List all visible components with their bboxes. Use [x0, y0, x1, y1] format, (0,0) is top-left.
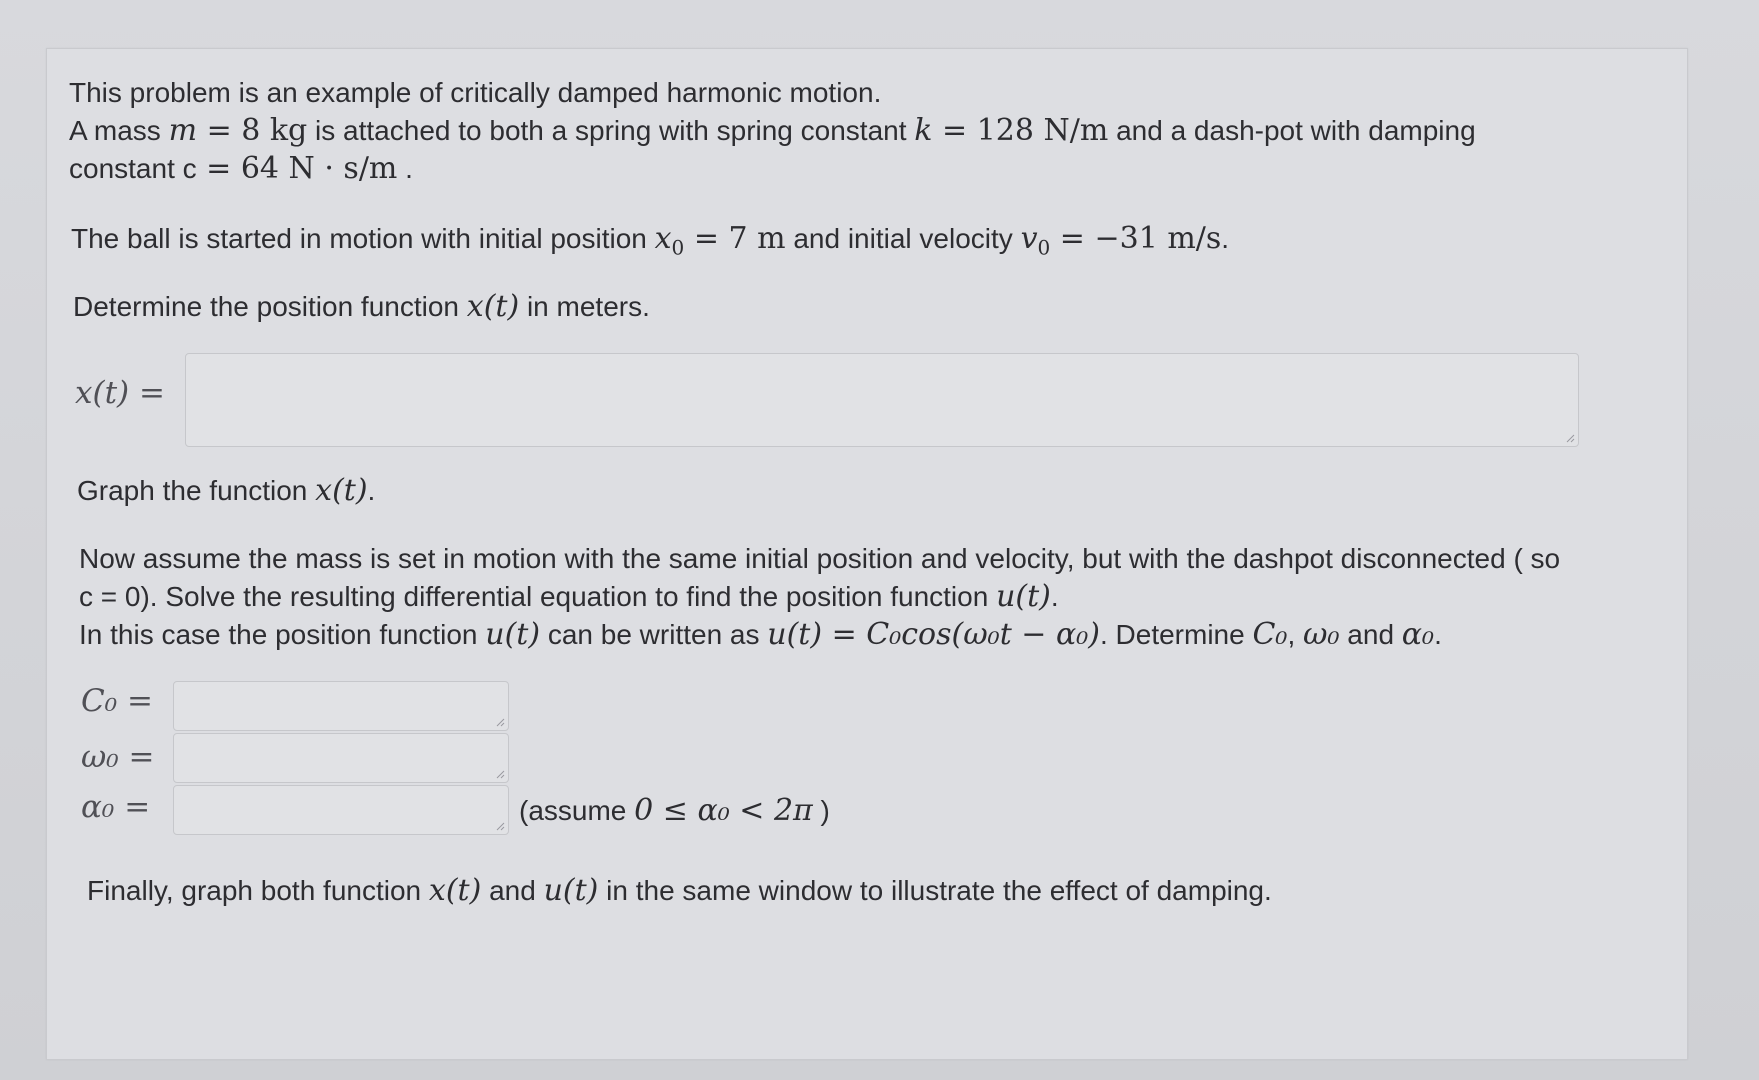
initial-conditions-line — [71, 221, 1229, 266]
graph-symbol: x(t) — [315, 473, 368, 508]
x-answer-input[interactable] — [185, 353, 1579, 447]
final-pre: Finally, graph both function — [87, 875, 429, 906]
cosine-formula: u(t) = C₀cos(ω₀t − α₀) — [767, 617, 1100, 652]
mass-mid: is attached to both a spring with spring constant — [307, 115, 915, 146]
graph-post: . — [367, 475, 376, 506]
assume-comma: , — [1287, 619, 1304, 650]
intro-sentence: This problem is an example of critically damped harmonic motion. — [69, 77, 882, 108]
determine-line — [73, 289, 650, 325]
damping-value: = 64 N · s/m — [196, 151, 398, 186]
c0-answer-input[interactable] — [173, 681, 509, 731]
v0-subscript: 0 — [1037, 235, 1051, 260]
initial-post: . — [1221, 223, 1230, 254]
assume-text-1: Now assume the mass is set in motion with the same initial position and velocity, but with the dashpot disconnected ( so — [79, 543, 1561, 574]
w0-answer-label: ω₀ = — [81, 739, 155, 775]
resize-grip-icon[interactable] — [495, 717, 505, 727]
assume-post-3a: . Determine — [1099, 619, 1253, 650]
problem-panel — [46, 48, 1688, 1060]
c0-answer-label: C₀ = — [81, 683, 153, 719]
resize-grip-icon[interactable] — [495, 769, 505, 779]
a0-answer-label: α₀ = — [81, 789, 151, 825]
determine-symbol: x(t) — [466, 289, 520, 324]
mass-value: = 8 kg — [197, 113, 308, 148]
assume-note-post: ) — [812, 795, 830, 826]
assume-post-3b: . — [1434, 619, 1442, 650]
assume-pre-2: c = 0). Solve the resulting differential equation to find the position function — [79, 581, 997, 612]
w0-answer-input[interactable] — [173, 733, 509, 783]
graph-line — [77, 473, 375, 509]
assume-post-2: . — [1050, 581, 1059, 612]
damping-post: . — [397, 153, 413, 184]
assume-pre-3: In this case the position function — [79, 619, 486, 650]
mass-post: and a dash-pot with damping — [1108, 115, 1476, 146]
final-line — [87, 873, 1272, 909]
mass-symbol: m — [168, 113, 198, 148]
assume-line-1 — [79, 541, 1560, 577]
x0-value: = 7 m — [684, 221, 786, 256]
x0-symbol: x — [654, 221, 672, 256]
final-post: in the same window to illustrate the effect of damping. — [598, 875, 1272, 906]
a0-symbol: α₀ — [1401, 617, 1435, 652]
assume-line-2 — [79, 579, 1059, 615]
final-mid: and — [481, 875, 544, 906]
damping-line — [69, 151, 413, 187]
assume-note — [519, 793, 830, 829]
v0-value: = −31 m/s — [1050, 221, 1222, 256]
x0-subscript: 0 — [671, 235, 685, 260]
c0-symbol: C₀ — [1252, 617, 1288, 652]
resize-grip-icon[interactable] — [495, 821, 505, 831]
assume-line-3 — [79, 617, 1442, 653]
resize-grip-icon[interactable] — [1565, 433, 1575, 443]
mass-line — [69, 113, 1476, 149]
assume-mid-3: can be written as — [540, 619, 768, 650]
assume-symbol-2: u(t) — [996, 579, 1051, 614]
spring-symbol: k — [914, 113, 933, 148]
final-symbol-u: u(t) — [543, 873, 599, 908]
mass-pre: A mass — [69, 115, 169, 146]
initial-pre: The ball is started in motion with initial position — [71, 223, 655, 254]
x-answer-label: x(t) = — [75, 375, 165, 411]
determine-pre: Determine the position function — [73, 291, 467, 322]
graph-pre: Graph the function — [77, 475, 316, 506]
damping-pre: constant c — [69, 153, 197, 184]
determine-post: in meters. — [519, 291, 650, 322]
initial-mid: and initial velocity — [785, 223, 1021, 254]
w0-symbol: ω₀ — [1303, 617, 1340, 652]
assume-symbol-3: u(t) — [485, 617, 541, 652]
spring-value: = 128 N/m — [932, 113, 1109, 148]
final-symbol-x: x(t) — [428, 873, 482, 908]
assume-note-pre: (assume — [519, 795, 635, 826]
v0-symbol: v — [1020, 221, 1038, 256]
assume-note-math: 0 ≤ α₀ < 2π — [634, 793, 813, 828]
assume-and: and — [1339, 619, 1402, 650]
intro-text — [69, 75, 881, 111]
a0-answer-input[interactable] — [173, 785, 509, 835]
